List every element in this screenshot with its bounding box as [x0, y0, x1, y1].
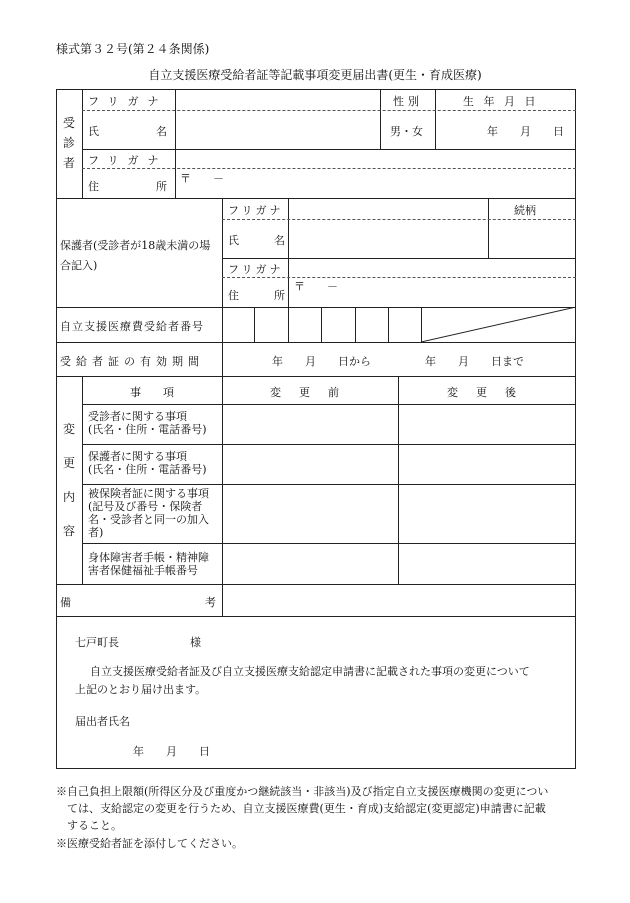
form-title: 自立支援医療受給者証等記載事項変更届出書(更生・育成医療) — [148, 68, 482, 82]
patient-section-label: 受 診 者 — [62, 116, 75, 170]
diagonal-strike — [421, 307, 576, 342]
declaration-date[interactable]: 年 月 日 — [133, 745, 210, 758]
validity-label: 受給者証の有効期間 — [60, 355, 204, 368]
recipient-number-label: 自立支援医療費受給者番号 — [60, 320, 204, 333]
form-number: 様式第３２号(第２４条関係) — [56, 42, 210, 56]
declaration-line-1: 自立支援医療受給者証及び自立支援医療支給認定申請書に記載された事項の変更について — [90, 665, 530, 678]
sex-label: 性別 — [393, 95, 423, 108]
note-1-line-1: ※自己負担上限額(所得区分及び重度かつ継続該当・非該当)及び指定自立支援医療機関の変更につい — [56, 785, 549, 798]
validity-to[interactable]: 年 月 日まで — [425, 355, 524, 368]
guardian-address-furigana-label: フリガナ — [228, 263, 284, 276]
patient-address-furigana-label: フリガナ — [88, 154, 168, 167]
change-item-handbook: 身体障害者手帳・精神障 害者保健福祉手帳番号 — [88, 551, 209, 577]
col-after-header: 変更後 — [447, 386, 534, 399]
validity-from[interactable]: 年 月 日から — [272, 355, 371, 368]
addressee-honorific: 様 — [190, 636, 201, 649]
dob-label: 生 年 月 日 — [463, 95, 536, 108]
guardian-postal-field[interactable]: 〒 － — [294, 280, 338, 293]
col-item-header: 事項 — [130, 386, 196, 399]
patient-name-field[interactable] — [177, 112, 377, 148]
patient-postal-field[interactable]: 〒 － — [180, 172, 224, 185]
patient-furigana-label: フリガナ — [88, 95, 168, 108]
change-item-patient: 受診者に関する事項 (氏名・住所・電話番号) — [88, 410, 207, 436]
relation-label: 続柄 — [514, 204, 536, 217]
change-item-guardian: 保護者に関する事項 (氏名・住所・電話番号) — [88, 450, 207, 476]
guardian-furigana-label: フリガナ — [228, 204, 284, 217]
note-1-line-3: すること。 — [67, 819, 122, 832]
note-1-line-2: ては、支給認定の変更を行うため、自立支援医療費(更生・育成)支給認定(変更認定)申請書に記載 — [67, 802, 546, 815]
remarks-label-left: 備 — [60, 596, 71, 609]
col-before-header: 変更前 — [270, 386, 357, 399]
note-2: ※医療受給者証を添付してください。 — [56, 837, 243, 850]
applicant-label: 届出者氏名 — [75, 715, 130, 728]
dob-value[interactable]: 年 月 日 — [487, 125, 564, 138]
remarks-label-right: 考 — [205, 596, 216, 609]
sex-value[interactable]: 男・女 — [390, 125, 423, 138]
declaration-line-2: 上記のとおり届け出ます。 — [75, 683, 207, 696]
guardian-section-label: 保護者(受診者が18歳未満の場合記入) — [60, 239, 211, 272]
change-item-insurance: 被保険者証に関する事項 (記号及び番号・保険者 名・受診者と同一の加入 者) — [88, 487, 209, 539]
addressee: 七戸町長 — [75, 636, 119, 649]
changes-section-label: 変 更 内 容 — [62, 422, 75, 538]
